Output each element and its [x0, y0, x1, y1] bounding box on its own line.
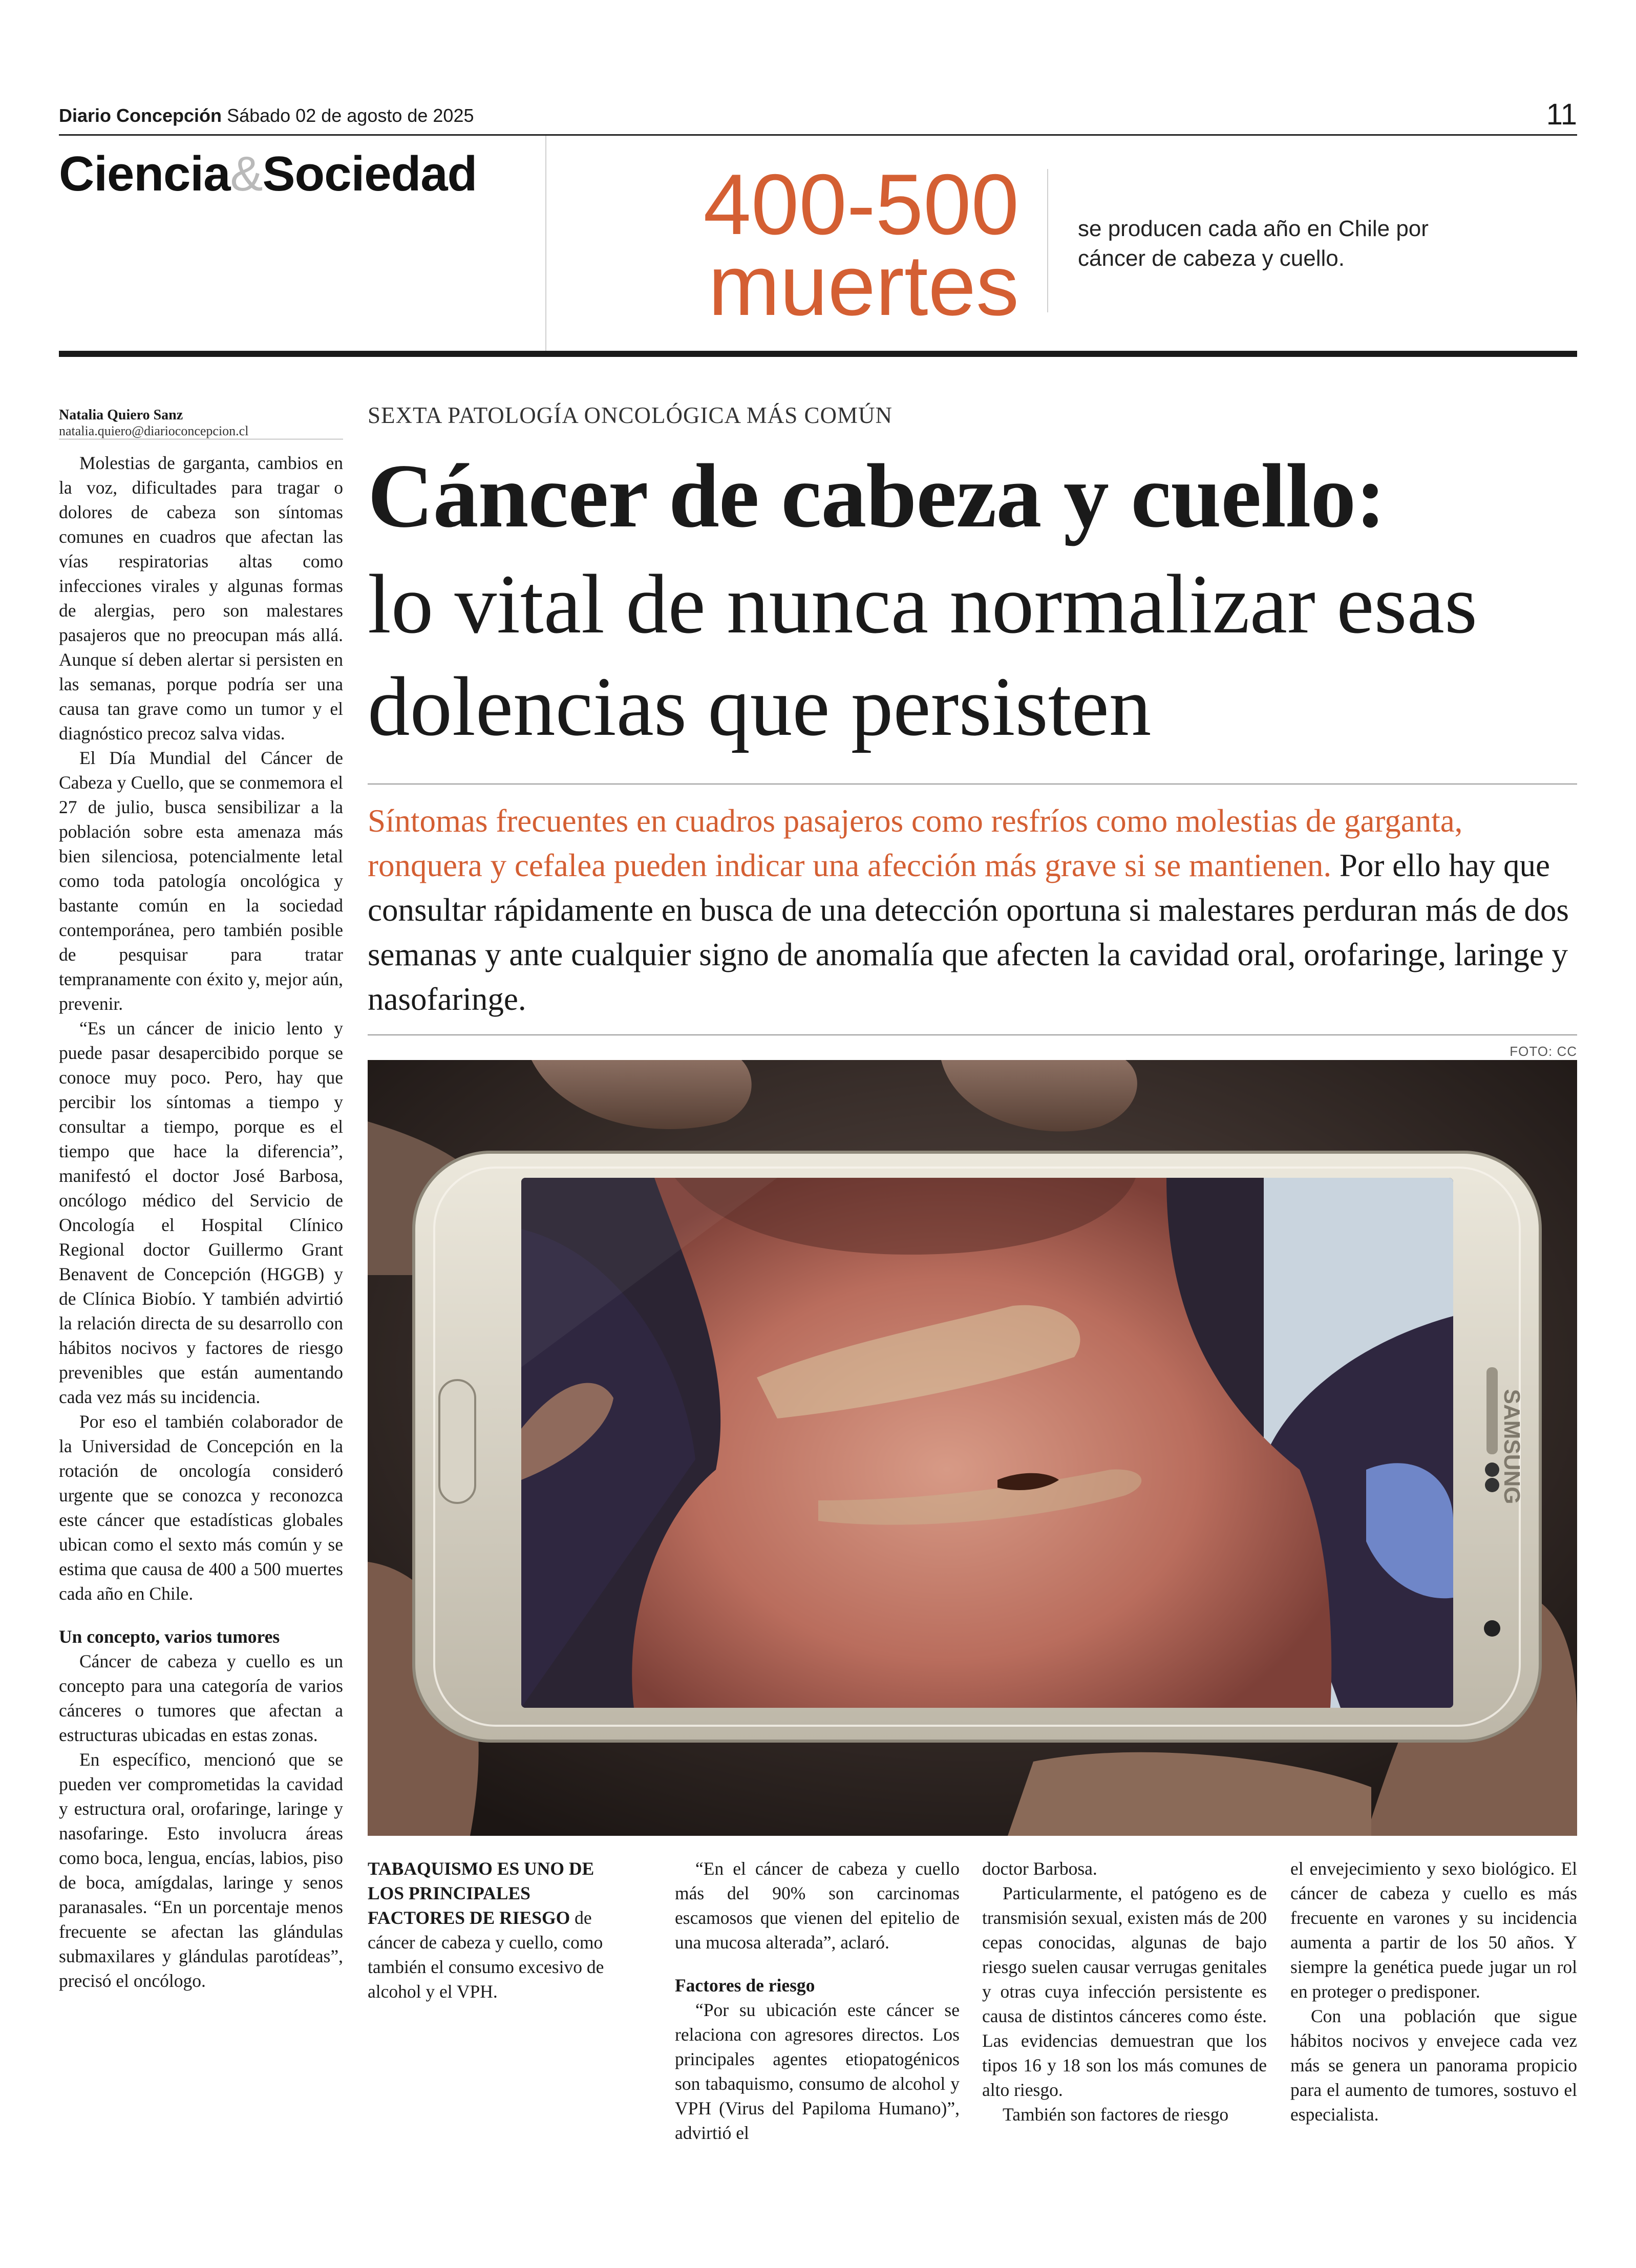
paragraph: “Es un cáncer de inicio lento y puede pasar desapercibido porque se conoce muy poco. Pero, hay que percibir los síntomas a tiempo y consultar a tiempo, porque es el tiempo que hace la diferencia”, manifestó el doctor José Barbosa, oncólogo médico del Servicio de Oncología el Hospital Clínico Regional doctor Guillermo Grant Benavent de Concepción (HGGB) y de Clínica Biobío. Y también advirtió la relación directa de su desarrollo con hábitos nocivos y factores de riesgo prevenibles que están aumentando cada vez más su incidencia.: [59, 1018, 343, 1407]
author-name: Natalia Quiero Sanz: [59, 407, 183, 423]
paragraph: Con una población que sigue hábitos nocivos y envejece cada vez más se genera un panorama propicio para el aumento de tumores, sostuvo el especialista.: [1290, 2006, 1577, 2125]
section-title-ampersand: &: [230, 146, 263, 201]
section-title-part1: Ciencia: [59, 146, 230, 201]
deck-highlight: Síntomas frecuentes en cuadros pasajeros como resfríos como molestias de garganta, ronquera y cefalea pueden indicar una afección más grave si se mantienen.: [368, 803, 1463, 883]
subheading: Un concepto, varios tumores: [59, 1626, 280, 1647]
phone-brand: SAMSUNG: [1499, 1389, 1524, 1504]
paragraph: En específico, mencionó que se pueden ver comprometidas la cavidad y estructura oral, orofaringe, laringe y nasofaringe. Esto involucra áreas como boca, lengua, encías, labios, piso de boca, amígdalas, laringe y senos paranasales. “En un porcentaje menos frecuente se afectan las glándulas submaxilares y glándulas parotídeas”, precisó el oncólogo.: [59, 1749, 343, 1991]
subheading: Factores de riesgo: [675, 1975, 815, 1996]
section-title: [59, 146, 477, 202]
stat-divider: [1047, 169, 1048, 312]
body-column-5: [1290, 1856, 1577, 2127]
paper-name: Diario Concepción: [59, 105, 222, 126]
paragraph: El Día Mundial del Cáncer de Cabeza y Cuello, que se conmemora el 27 de julio, busca sensibilizar a la población sobre esta amenaza más bien silenciosa, potencialmente letal como toda patología oncológica y bastante común en la sociedad contemporánea, pero también posible de pesquisar para tratar tempranamente con éxito y, mejor aún, prevenir.: [59, 748, 343, 1014]
deck-rule-bottom: [368, 1034, 1577, 1035]
caption-text: de cáncer de cabeza y cuello, como también el consumo excesivo de alcohol y el VPH.: [368, 1907, 604, 2002]
paragraph: doctor Barbosa.: [982, 1858, 1097, 1879]
section-title-part2: Sociedad: [262, 146, 477, 201]
caption-lead: TABAQUISMO ES UNO DE LOS PRINCIPALES FACTORES DE RIESGO: [368, 1858, 594, 1928]
deck-text: Por ello hay que consultar rápidamente en busca de una detección oportuna si malestares perduran más de dos semanas y ante cualquier signo de anomalía que afecten la cavidad oral, orofaringe, laringe y nasofaringe.: [368, 847, 1569, 1017]
body-column-3: [675, 1856, 960, 2145]
paragraph: el envejecimiento y sexo biológico. El cáncer de cabeza y cuello es más frecuente en varones y su incidencia aumenta a partir de los 50 años. Y siempre la genética puede jugar un rol en proteger o predisponer.: [1290, 1858, 1577, 2002]
issue-date: Sábado 02 de agosto de 2025: [227, 105, 474, 126]
photo-credit: FOTO: CC: [1510, 1044, 1577, 1059]
paragraph: También son factores de riesgo: [1003, 2104, 1229, 2125]
paragraph: “Por su ubicación este cáncer se relaciona con agresores directos. Los principales agentes etiopatogénicos son tabaquismo, consumo de alcohol y VPH (Virus del Papiloma Humano)”, advirtió el: [675, 2000, 960, 2143]
top-rule: [59, 134, 1577, 136]
kicker: SEXTA PATOLOGÍA ONCOLÓGICA MÁS COMÚN: [368, 402, 893, 428]
stat-caption: se producen cada año en Chile por cáncer de cabeza y cuello.: [1078, 216, 1429, 271]
article-photo: [368, 1060, 1577, 1836]
header-bottom-rule: [59, 351, 1577, 357]
page-number: 11: [1546, 98, 1577, 131]
article-deck: [368, 799, 1577, 1022]
stat-number: 400-500: [703, 156, 1019, 252]
body-column-4: [982, 1856, 1267, 2127]
paragraph: Cáncer de cabeza y cuello es un concepto para una categoría de varios cánceres o tumores que afectan a estructuras ubicadas en estas zonas.: [59, 1651, 343, 1745]
body-column-1: [59, 451, 343, 1993]
headline-bold: Cáncer de cabeza y cuello:: [368, 445, 1386, 546]
stat-figure: [563, 156, 1019, 333]
paragraph: Por eso el también colaborador de la Universidad de Concepción en la rotación de oncología consideró urgente que se conozca y reconozca este cáncer que estadísticas globales ubican como el sexto más común y se estima que causa de 400 a 500 muertes cada año en Chile.: [59, 1411, 343, 1604]
masthead: [59, 105, 474, 126]
stat-unit: muertes: [708, 237, 1019, 333]
byline: [59, 407, 343, 439]
headline-rest: lo vital de nunca normalizar esas dolencias que persisten: [368, 557, 1478, 753]
header-divider: [545, 136, 546, 351]
paragraph: Molestias de garganta, cambios en la voz, dificultades para tragar o dolores de cabeza son síntomas comunes en cuadros que afectan las vías respiratorias altas como infecciones virales y algunas formas de alergias, pero son malestares pasajeros que no preocupan más allá. Aunque sí deben alertar si persisten en las semanas, porque podría ser una causa tan grave como un tumor y el diagnóstico precoz salva vidas.: [59, 453, 343, 744]
photo-caption: [368, 1856, 608, 2004]
author-email[interactable]: natalia.quiero@diarioconcepcion.cl: [59, 423, 249, 438]
paragraph: Particularmente, el patógeno es de transmisión sexual, existen más de 200 cepas conocidas, algunas de bajo riesgo suelen causar verrugas genitales y otras cuya infección persistente es causa de distintos cánceres como éste. Las evidencias demuestran que los tipos 16 y 18 son los más comunes de alto riesgo.: [982, 1883, 1267, 2100]
paragraph: “En el cáncer de cabeza y cuello más del 90% son carcinomas escamosos que vienen del epitelio de una mucosa alterada”, aclaró.: [675, 1858, 960, 1953]
deck-rule-top: [368, 783, 1577, 785]
